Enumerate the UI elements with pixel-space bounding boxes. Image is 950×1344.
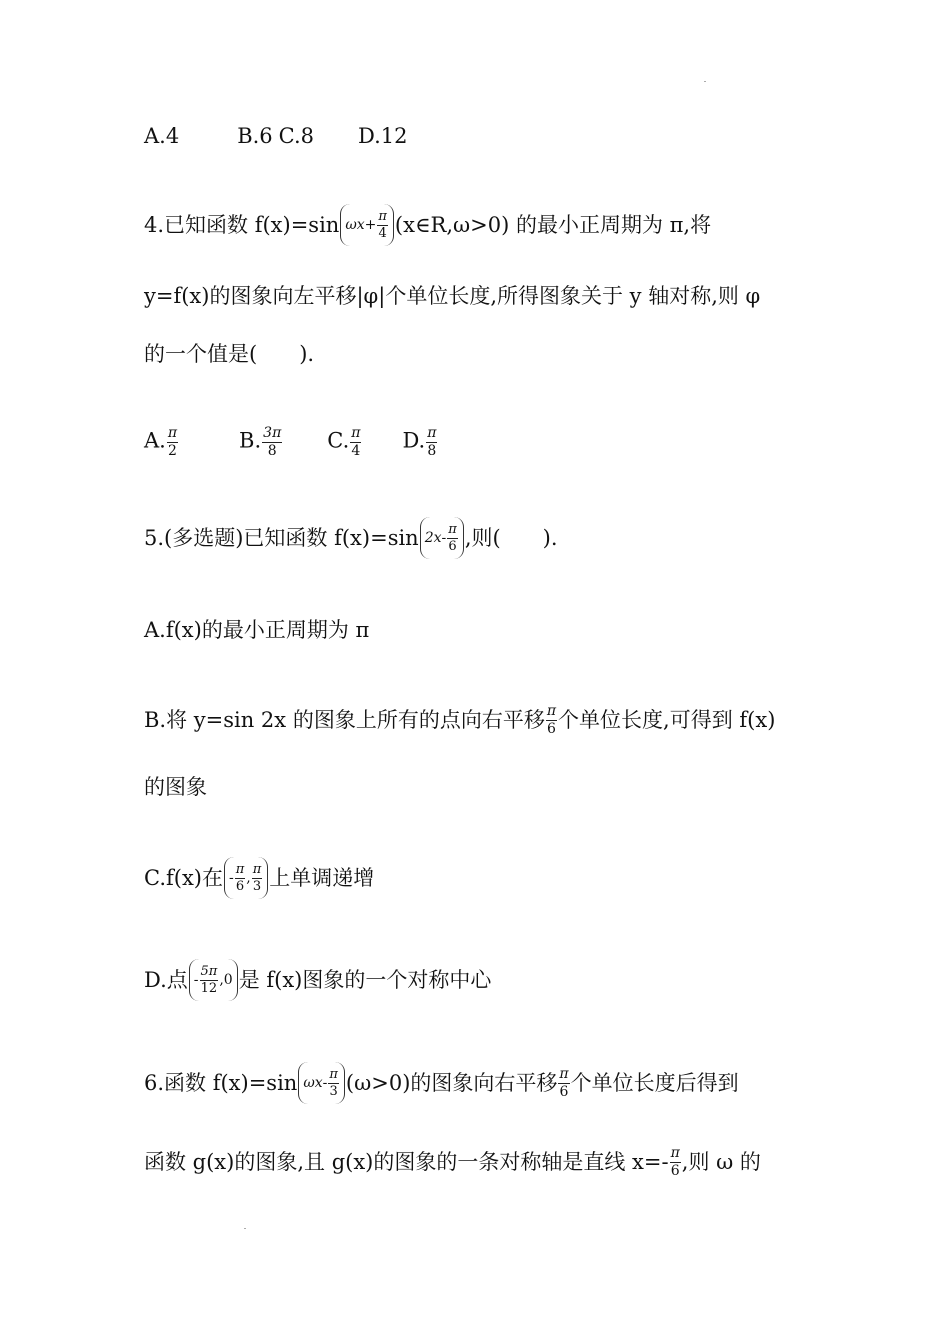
q5-option-c-den1: 6 xyxy=(235,878,245,894)
q4-options-row xyxy=(144,422,824,462)
q5-arg-num: π xyxy=(448,521,457,537)
q5-option-c-fraction1 xyxy=(235,863,246,893)
q4-option-b-label: B. xyxy=(239,428,262,453)
q5-arg-den: 6 xyxy=(448,538,457,554)
q5-option-d-post: 是 f(x)图象的一个对称中心 xyxy=(238,967,492,992)
q6-line2-fraction xyxy=(670,1146,681,1178)
q5-option-c-fraction2 xyxy=(252,863,263,893)
q5-option-b-den: 6 xyxy=(546,720,556,737)
q6-arg-op: - xyxy=(322,1075,328,1091)
q4-arg-op: + xyxy=(364,217,377,233)
q4-arg-fraction xyxy=(377,210,388,240)
q4-arg-den: 4 xyxy=(378,225,387,241)
q6-shift-den: 6 xyxy=(559,1083,569,1100)
q4-option-d-den: 8 xyxy=(427,442,437,459)
q5-option-d-pre: D.点 xyxy=(144,967,188,992)
q4-option-c-num: π xyxy=(351,424,361,441)
q5-option-b xyxy=(144,700,824,740)
q5-option-c-comma: , xyxy=(246,870,251,886)
q5-option-d-den: 12 xyxy=(200,980,218,996)
q4-option-d-label: D. xyxy=(402,428,426,453)
q5-option-c-num1: π xyxy=(235,861,245,877)
q4-option-d xyxy=(402,426,438,458)
q4-option-a-fraction xyxy=(167,426,178,458)
q3-option-d: D.12 xyxy=(358,124,408,148)
q5-option-c-pre: C.f(x)在 xyxy=(144,865,223,890)
q6-mid: (ω>0)的图象向右平移 xyxy=(345,1070,558,1095)
q5-option-d-tail: ,0 xyxy=(219,972,233,988)
q4-option-b-den: 8 xyxy=(267,442,277,459)
q3-option-b: B.6 xyxy=(237,124,273,148)
q6-arg-den: 3 xyxy=(329,1083,338,1099)
q6-stem-line1 xyxy=(144,1061,824,1105)
q5-option-c-num2: π xyxy=(252,861,262,877)
q5-stem-pre: 5.(多选题)已知函数 f(x)=sin xyxy=(144,525,419,550)
q4-option-a-label: A. xyxy=(144,428,166,453)
q4-stem-line2: y=f(x)的图象向左平移|φ|个单位长度,所得图象关于 y 轴对称,则 φ xyxy=(144,284,761,308)
q5-option-c-post: 上单调递增 xyxy=(269,865,375,890)
q4-option-d-fraction xyxy=(426,426,437,458)
q5-option-a: A.f(x)的最小正周期为 π xyxy=(144,618,370,642)
q4-option-a-num: π xyxy=(167,424,178,441)
q4-option-c-den: 4 xyxy=(351,442,361,459)
q6-line2-post: ,则 ω 的 xyxy=(681,1149,761,1174)
q5-option-b-fraction xyxy=(546,704,557,736)
q4-stem-line1 xyxy=(144,205,824,245)
q5-option-b-line2: 的图象 xyxy=(144,775,207,799)
q4-stem-line3: 的一个值是( ). xyxy=(144,342,315,366)
q5-arg-var: 2x xyxy=(424,530,442,546)
q5-option-d xyxy=(144,958,824,1002)
q4-option-b-num: 3π xyxy=(263,424,282,441)
q5-option-c-minus: - xyxy=(229,870,234,886)
q5-option-b-post: 个单位长度,可得到 f(x) xyxy=(558,707,776,732)
q5-arg-fraction xyxy=(447,523,458,553)
q4-arg-var: ωx xyxy=(345,217,365,233)
q6-arg-var: ωx xyxy=(303,1075,323,1091)
q4-argument xyxy=(340,204,394,246)
q6-shift-num: π xyxy=(559,1065,569,1082)
q5-argument xyxy=(420,517,464,559)
q5-arg-op: - xyxy=(441,530,447,546)
q6-line2-pre: 函数 g(x)的图象,且 g(x)的图象的一条对称轴是直线 x=- xyxy=(144,1149,669,1174)
q5-option-c-den2: 3 xyxy=(252,878,262,894)
q5-option-b-pre: B.将 y=sin 2x 的图象上所有的点向右平移 xyxy=(144,707,545,732)
q4-option-a-den: 2 xyxy=(167,442,177,459)
q6-line2-num: π xyxy=(670,1144,680,1161)
q5-stem xyxy=(144,518,824,558)
q6-shift-fraction xyxy=(558,1067,569,1099)
q6-stem-line2 xyxy=(144,1142,824,1182)
q6-line2-den: 6 xyxy=(670,1162,680,1179)
q5-option-d-minus: - xyxy=(193,972,199,988)
scan-dot-bottom xyxy=(244,1228,246,1229)
q4-arg-num: π xyxy=(378,208,387,224)
q3-option-c: C.8 xyxy=(278,124,315,148)
q5-option-c xyxy=(144,856,824,900)
q3-options-row xyxy=(144,126,824,147)
q6-pre: 6.函数 f(x)=sin xyxy=(144,1070,298,1095)
q4-stem-post: (x∈R,ω>0) 的最小正周期为 π,将 xyxy=(394,212,712,237)
q4-option-c xyxy=(327,426,362,458)
q4-option-b xyxy=(239,426,283,458)
q6-post: 个单位长度后得到 xyxy=(570,1070,739,1095)
q5-option-d-fraction xyxy=(200,965,219,995)
q4-option-a xyxy=(144,426,179,458)
q5-stem-post: ,则( ). xyxy=(464,525,558,550)
q6-arg-fraction xyxy=(328,1068,339,1098)
scan-dot-top xyxy=(704,81,706,82)
q4-stem-pre: 4.已知函数 f(x)=sin xyxy=(144,212,340,237)
q4-option-c-label: C. xyxy=(327,428,350,453)
q6-arg-num: π xyxy=(329,1066,338,1082)
q5-option-c-interval xyxy=(224,857,268,899)
q5-option-d-point xyxy=(189,959,238,1001)
q4-option-c-fraction xyxy=(350,426,361,458)
q5-option-d-num: 5π xyxy=(200,963,218,979)
q4-option-d-num: π xyxy=(427,424,437,441)
q3-option-a: A.4 xyxy=(144,124,180,148)
q4-option-b-fraction xyxy=(262,426,282,458)
q6-argument xyxy=(298,1062,345,1104)
q5-option-b-num: π xyxy=(546,702,557,719)
